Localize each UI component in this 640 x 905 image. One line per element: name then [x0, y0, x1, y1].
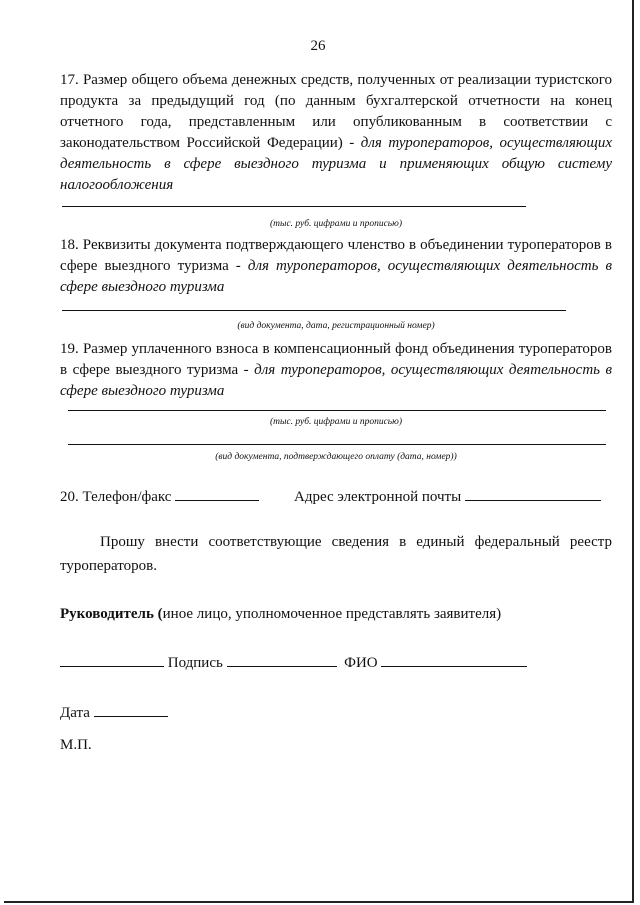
position-input-line[interactable] — [60, 652, 164, 667]
email-field — [294, 486, 601, 506]
sign-input-line[interactable] — [227, 652, 337, 667]
document-page — [4, 0, 634, 903]
item-17-paragraph — [60, 70, 612, 196]
item-19-caption-amount: (тыс. руб. цифрами и прописью) — [269, 417, 402, 427]
fio-label: ФИО — [344, 655, 378, 671]
request-paragraph: Прошу внести соответствующие сведения в единый федеральный реестр туроператоров. — [60, 534, 612, 574]
item-17-answer-line[interactable] — [62, 206, 526, 207]
stamp-label: М.П. — [60, 737, 92, 753]
page-number: 26 — [310, 38, 326, 54]
item-17-condition: для туроператоров, осуществляющих деятельность в сфере выездного туризма и применяющих общую систему налогообложения — [60, 135, 612, 193]
head-description: иное лицо, уполномоченное представлять заявителя) — [162, 606, 502, 622]
phone-fax-field — [60, 486, 259, 506]
item-18-caption: (вид документа, дата, регистрационный номер) — [237, 321, 435, 331]
item-19-condition: для туроператоров, осуществляющих деятельность в сфере выездного туризма — [60, 362, 612, 399]
date-input-line[interactable] — [94, 702, 168, 717]
item-18-answer-line[interactable] — [62, 310, 566, 311]
item-18-paragraph — [60, 235, 612, 298]
email-label: Адрес электронной почты — [294, 489, 462, 505]
phone-fax-label: 20. Телефон/факс — [60, 489, 172, 505]
fio-input-line[interactable] — [381, 652, 527, 667]
email-input-line[interactable] — [465, 486, 601, 501]
item-19-text: 19. Размер уплаченного взноса в компенсационный фонд объединения туроператоров в сфере выездного туризма - — [60, 341, 612, 378]
item-19-paragraph — [60, 339, 612, 402]
phone-fax-input-line[interactable] — [175, 486, 259, 501]
item-17-caption: (тыс. руб. цифрами и прописью) — [269, 219, 402, 229]
item-18-text: 18. Реквизиты документа подтверждающего членство в объединении туроператоров в сфере выездного туризма - — [60, 237, 612, 274]
signature-row — [60, 652, 527, 672]
signature-heading — [60, 606, 501, 623]
item-19-caption-document: (вид документа, подтверждающего оплату (дата, номер)) — [215, 452, 457, 462]
item-18-condition: для туроператоров, осуществляющих деятельность в сфере выездного туризма — [60, 258, 612, 295]
date-row — [60, 702, 168, 722]
item-19-amount-line[interactable] — [68, 410, 606, 411]
sign-label: Подпись — [167, 655, 223, 671]
item-17-text: 17. Размер общего объема денежных средств, полученных от реализации туристского продукта за предыдущий год (по данным бухгалтерской отчетности на конец отчетного года, представленным или опубликованным в соответствии с законодательством Российской Федерации) - — [60, 72, 612, 151]
head-title: Руководитель ( — [60, 606, 163, 622]
item-19-document-line[interactable] — [68, 444, 606, 445]
date-label: Дата — [60, 705, 90, 721]
